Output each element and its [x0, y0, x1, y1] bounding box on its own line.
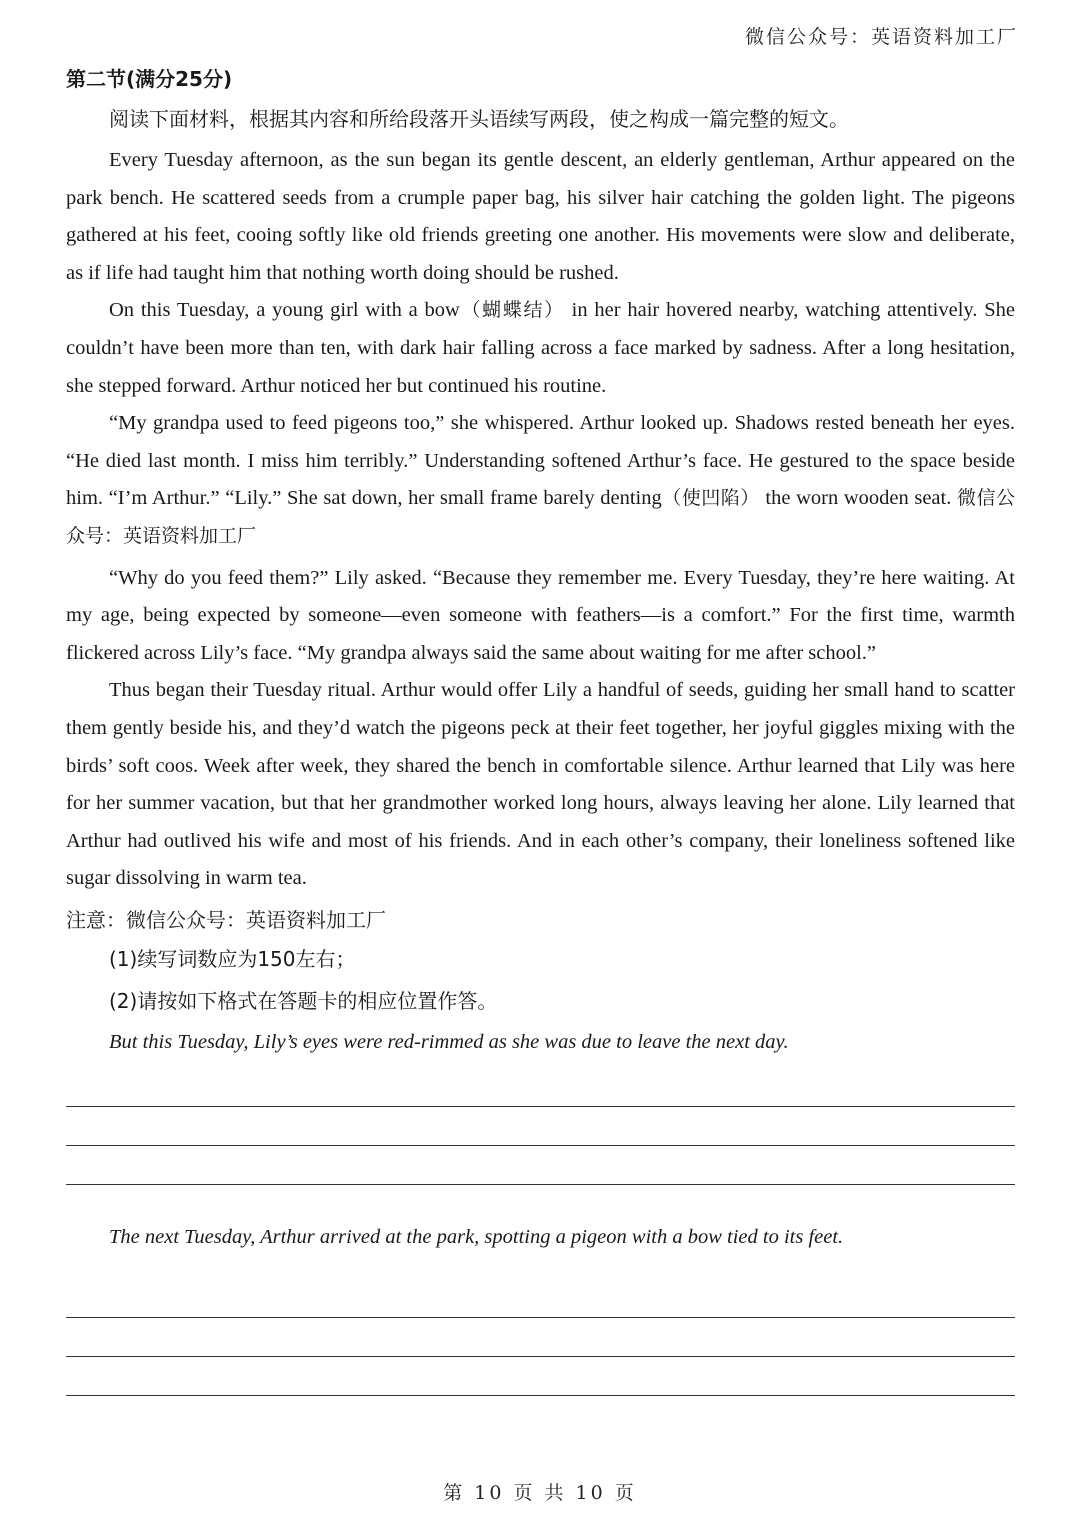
notes-heading: 注意：微信公众号：英语资料加工厂	[66, 907, 386, 932]
inline-watermark: 微信公众号：英语资料加工厂	[66, 487, 1016, 547]
section-title: 第二节(满分25分)	[66, 67, 233, 91]
document-body	[66, 64, 1015, 1396]
story-paragraph-3	[66, 405, 1015, 555]
story-paragraph-4: “Why do you feed them?” Lily asked. “Because they remember me. Every Tuesday, they’re here waiting. At my age, being expected by someone—even someone with feathers—is a comfort.” For the first time, warmth flickered across Lily’s face. “My grandpa always said the same about waiting for me after school.”	[66, 566, 1015, 664]
answer-line[interactable]	[66, 1279, 1015, 1318]
task-instruction: 阅读下面材料，根据其内容和所给段落开头语续写两段，使之构成一篇完整的短文。	[109, 107, 849, 131]
answer-line[interactable]	[66, 1068, 1015, 1107]
story-paragraph-2	[66, 292, 1015, 405]
p3-text-a: “My grandpa used to feed pigeons too,” she whispered. Arthur looked up. Shadows rested beneath her eyes. “He died last month. I miss him terribly.” Understanding softened Arthur’s face. He gestured to the space beside him. “I’m Arthur.” “Lily.” She sat down, her small frame barely denting	[66, 412, 1015, 510]
p2-text-a: On this Tuesday, a young girl with a bow	[109, 299, 460, 322]
p2-text-b: in her hair hovered nearby, watching attentively. She couldn’t have been more than ten, with dark hair falling across a face marked by sadness. After a long hesitation, she stepped forward. Arthur noticed her but continued his routine.	[66, 299, 1016, 397]
answer-line[interactable]	[66, 1357, 1015, 1396]
prompt-first-paragraph: But this Tuesday, Lily’s eyes were red-rimmed as she was due to leave the next day.	[109, 1030, 789, 1053]
note-word-count: (1)续写词数应为150左右；	[109, 946, 356, 971]
answer-lines-2[interactable]	[66, 1279, 1015, 1396]
answer-lines-1[interactable]	[66, 1068, 1015, 1185]
page-number: 第 10 页 共 10 页	[443, 1482, 637, 1504]
answer-line[interactable]	[66, 1318, 1015, 1357]
answer-line[interactable]	[66, 1107, 1015, 1146]
story-paragraph-1: Every Tuesday afternoon, as the sun began its gentle descent, an elderly gentleman, Arthur appeared on the park bench. He scattered seeds from a crumple paper bag, his silver hair catching the golden light. The pigeons gathered at his feet, cooing softly like old friends greeting one another. His movements were slow and deliberate, as if life had taught him that nothing worth doing should be rushed.	[66, 149, 1015, 284]
note-format: (2)请按如下格式在答题卡的相应位置作答。	[109, 988, 498, 1013]
story-paragraph-5: Thus began their Tuesday ritual. Arthur would offer Lily a handful of seeds, guiding her small hand to scatter them gently beside his, and they’d watch the pigeons peck at their feet together, her joyful giggles mixing with the birds’ soft coos. Week after week, they shared the bench in comfortable silence. Arthur learned that Lily was here for her summer vacation, but that her grandmother worked long hours, always leaving her alone. Lily learned that Arthur had outlived his wife and most of his friends. And in each other’s company, their loneliness softened like sugar dissolving in warm tea.	[66, 679, 1015, 890]
p3-text-b: the worn wooden seat.	[765, 487, 952, 510]
bow-gloss: （蝴蝶结）	[459, 299, 565, 322]
prompt-second-paragraph: The next Tuesday, Arthur arrived at the park, spotting a pigeon with a bow tied to its feet.	[109, 1225, 844, 1248]
header-watermark: 微信公众号：英语资料加工厂	[744, 26, 1018, 48]
denting-gloss: （使凹陷）	[661, 487, 760, 510]
answer-line[interactable]	[66, 1146, 1015, 1185]
